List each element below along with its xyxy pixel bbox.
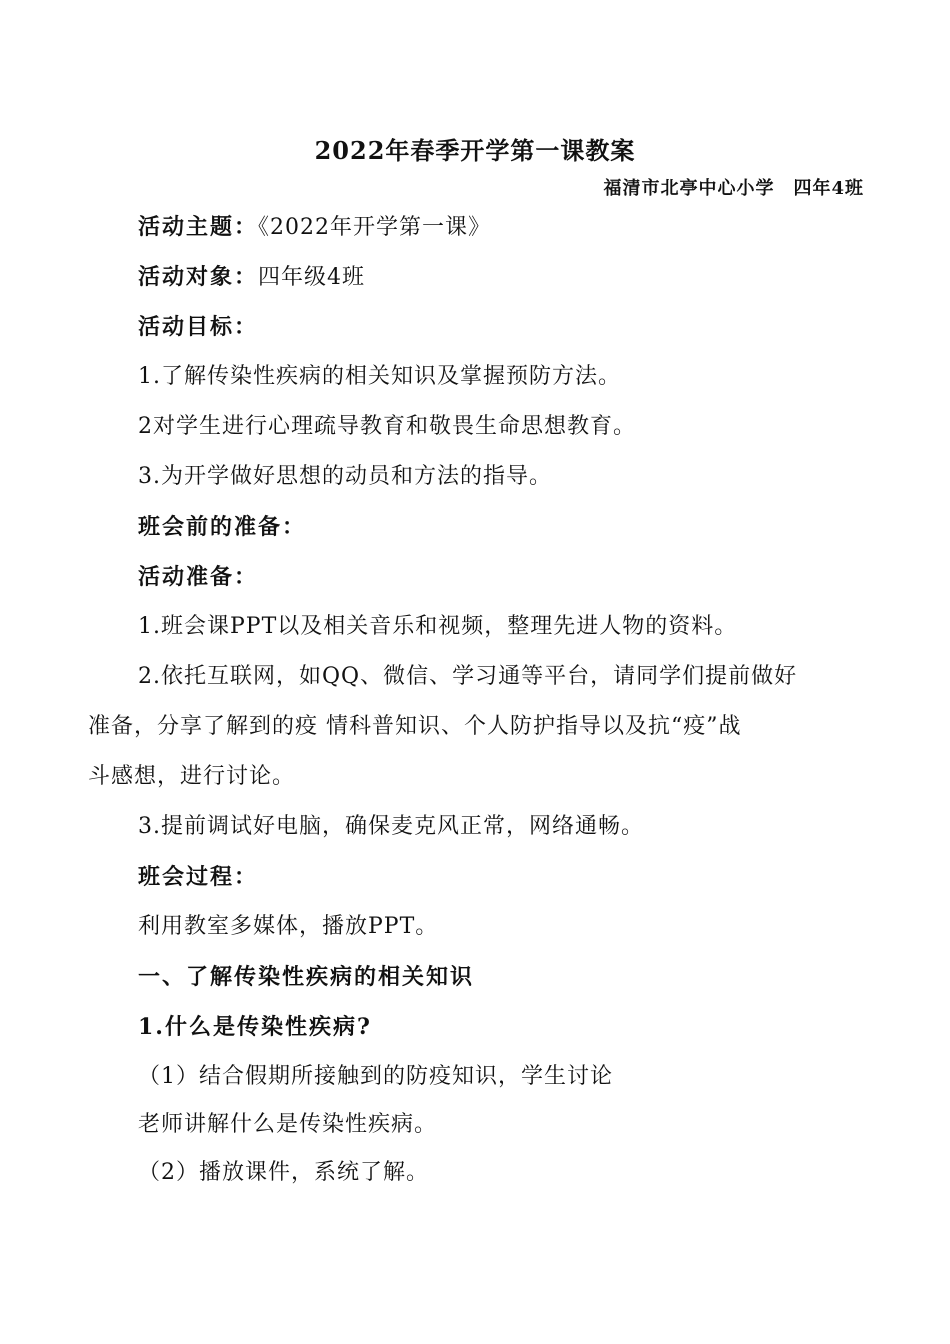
activity-prep-heading: 活动准备： — [138, 564, 259, 590]
goals-heading: 活动目标： — [138, 314, 259, 340]
section1-subheading: 1.什么是传染性疾病? — [138, 1014, 372, 1040]
target-label: 活动对象： — [138, 264, 259, 290]
prep-heading: 班会前的准备： — [138, 514, 307, 540]
theme-row — [138, 212, 491, 243]
goal-item: 1.了解传染性疾病的相关知识及掌握预防方法。 — [138, 364, 621, 389]
prep-item-continued: 斗感想，进行讨论。 — [88, 764, 296, 789]
prep-item: 2.依托互联网，如QQ、微信、学习通等平台，请同学们提前做好 — [138, 664, 798, 689]
prep-item-continued: 准备，分享了解到的疫 情科普知识、个人防护指导以及抗“疫”战 — [88, 714, 742, 739]
theme-value: 《2022年开学第一课》 — [258, 215, 492, 240]
school-class-label: 福清市北亭中心小学 四年4班 — [603, 178, 864, 199]
section1-item: （1）结合假期所接触到的防疫知识，学生讨论 — [138, 1064, 613, 1089]
target-value: 四年级4班 — [258, 265, 366, 290]
section1-item: 老师讲解什么是传染性疾病。 — [138, 1112, 438, 1137]
goal-item: 2对学生进行心理疏导教育和敬畏生命思想教育。 — [138, 414, 636, 439]
process-intro: 利用教室多媒体，播放PPT。 — [138, 914, 439, 939]
section1-item: （2）播放课件，系统了解。 — [138, 1160, 429, 1185]
document-title: 2022年春季开学第一课教案 — [314, 136, 636, 165]
prep-item: 1.班会课PPT以及相关音乐和视频，整理先进人物的资料。 — [138, 614, 738, 639]
goal-item: 3.为开学做好思想的动员和方法的指导。 — [138, 464, 552, 489]
section1-heading: 一、了解传染性疾病的相关知识 — [138, 964, 475, 990]
process-heading: 班会过程： — [138, 864, 259, 890]
prep-item: 3.提前调试好电脑，确保麦克风正常，网络通畅。 — [138, 814, 644, 839]
theme-label: 活动主题： — [138, 214, 259, 240]
target-row — [138, 262, 365, 293]
